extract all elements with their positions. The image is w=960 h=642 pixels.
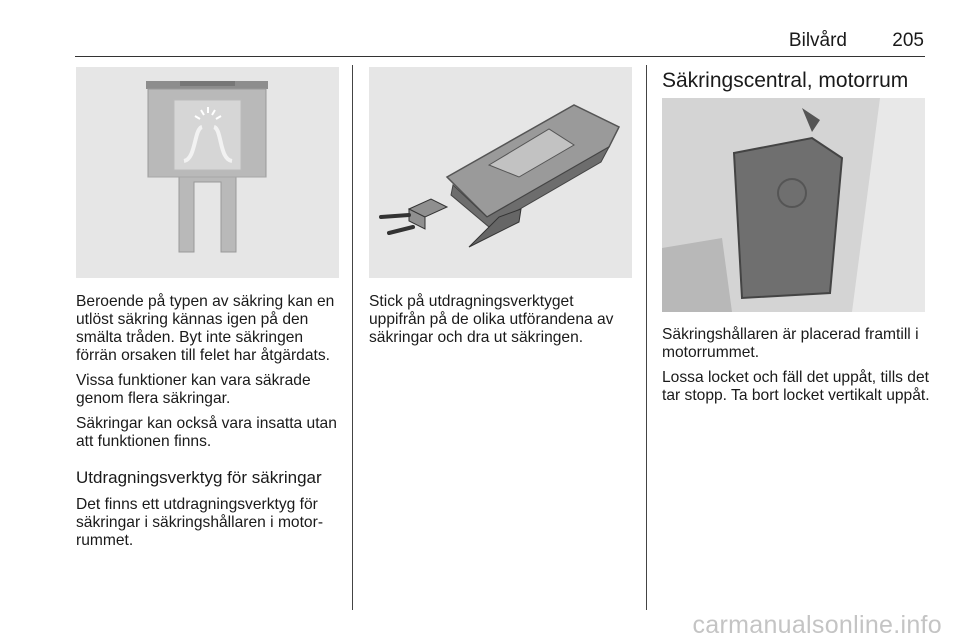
fuse-illustration <box>76 67 339 278</box>
middle-column-text <box>369 293 632 354</box>
engine-fusebox-photo <box>662 98 925 312</box>
page-header <box>75 30 925 57</box>
paragraph: Säkringar kan också vara insatta utan att funktionen finns. <box>76 415 337 450</box>
page-number: 205 <box>892 30 924 51</box>
watermark: carmanualsonline.info <box>692 611 942 639</box>
left-column-text <box>76 293 346 557</box>
paragraph: Det finns ett utdragningsverktyg för säkringar i säkringshållaren i motorrummet. <box>76 496 324 549</box>
paragraph: Lossa locket och fäll det uppåt, tills det tar stopp. Ta bort locket vertikalt uppåt. <box>662 369 930 404</box>
paragraph: Stick på utdragningsverktyget uppifrån på de olika utförandena av säkringar och dra ut säkringen. <box>369 293 614 346</box>
section-title: Bilvård <box>788 30 847 51</box>
section-heading: Säkringscentral, motorrum <box>662 69 909 92</box>
fuse-puller-illustration <box>369 67 632 278</box>
column-divider <box>646 65 647 610</box>
paragraph: Beroende på typen av säkring kan en utlöst säkring kännas igen på den smälta tråden. Byt inte säkringen förrän orsaken till felet har åtgärdats. <box>76 293 335 364</box>
paragraph: Vissa funktioner kan vara säkrade genom flera säkringar. <box>76 372 311 407</box>
paragraph: Säkringshållaren är placerad framtill i motorrummet. <box>662 326 919 361</box>
subheading: Utdragningsverktyg för säkringar <box>76 468 322 487</box>
column-divider <box>352 65 353 610</box>
right-column-text <box>662 326 932 412</box>
